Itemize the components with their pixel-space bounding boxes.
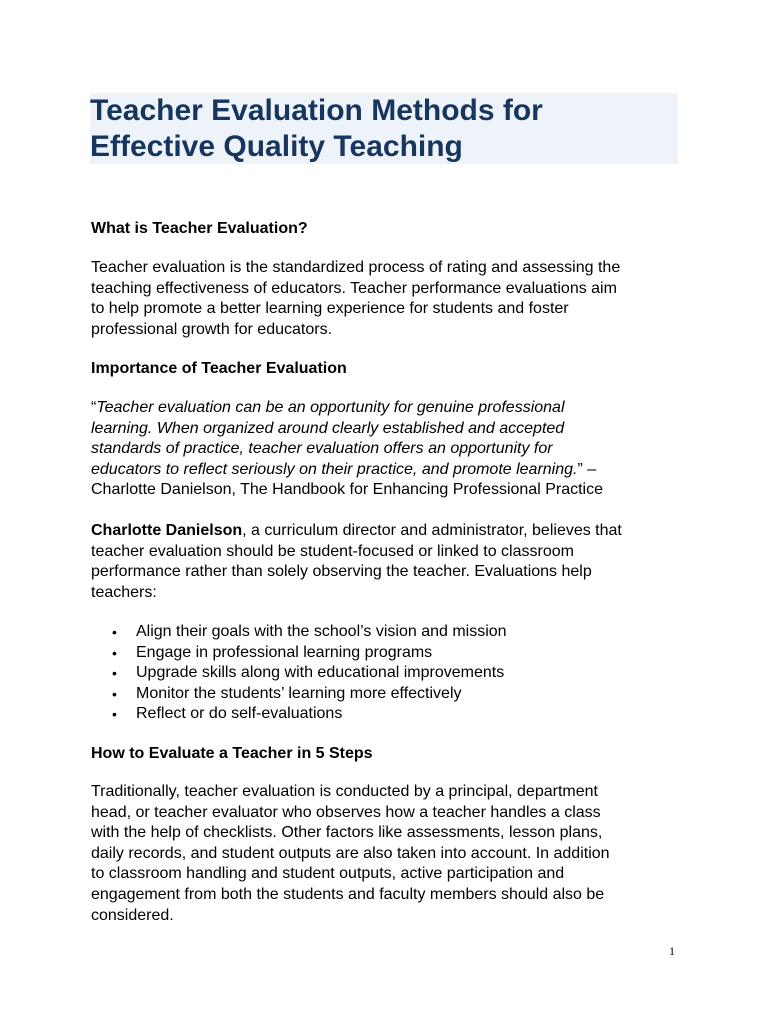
- text-line: Teacher evaluation is the standardized process of rating and assessing the: [91, 259, 621, 276]
- title-line-2: Effective Quality Teaching: [90, 130, 463, 163]
- page-number: 1: [669, 944, 675, 958]
- text-line: teacher evaluation should be student-focused or linked to classroom: [91, 542, 574, 560]
- quote-text: educators to reflect seriously on their practice, and promote learning.: [91, 460, 578, 478]
- bullet-icon: •: [112, 706, 117, 723]
- list-item-text: Reflect or do self-evaluations: [136, 705, 343, 723]
- quote-line-1: [91, 398, 603, 419]
- list-item: [91, 684, 507, 705]
- title-line-1: Teacher Evaluation Methods for: [90, 94, 543, 127]
- bullet-list: [91, 622, 507, 725]
- list-item: [91, 663, 507, 684]
- quote-attribution: Charlotte Danielson, The Handbook for Enhancing Professional Practice: [91, 481, 603, 499]
- text-line: head, or teacher evaluator who observes how a teacher handles a class: [91, 803, 601, 821]
- paragraph-traditional-evaluation: [91, 782, 610, 926]
- text-line: to help promote a better learning experience for students and foster: [91, 300, 569, 318]
- list-item: [91, 643, 507, 664]
- text-line: Traditionally, teacher evaluation is conducted by a principal, department: [91, 783, 598, 800]
- paragraph-definition: [91, 258, 620, 340]
- quote-block: [91, 398, 603, 501]
- bullet-icon: •: [112, 644, 117, 661]
- text-line: professional growth for educators.: [91, 320, 333, 338]
- text-run: , a curriculum director and administrator, believes that: [242, 522, 622, 539]
- list-item: [91, 704, 507, 725]
- bullet-icon: •: [112, 624, 117, 640]
- text-line: teaching effectiveness of educators. Teacher performance evaluations aim: [91, 279, 617, 297]
- text-line: engagement from both the students and faculty members should also be: [91, 885, 605, 903]
- page-title: [90, 93, 678, 165]
- list-item-text: Monitor the students’ learning more effectively: [136, 684, 462, 702]
- bullet-icon: •: [112, 665, 117, 682]
- bullet-icon: •: [112, 685, 117, 702]
- close-quote-mark: ” –: [577, 460, 597, 478]
- text-line: daily records, and student outputs are also taken into account. In addition: [91, 844, 610, 862]
- quote-line-4: [91, 460, 603, 481]
- bold-name: Charlotte Danielson: [91, 522, 243, 539]
- heading-importance: Importance of Teacher Evaluation: [91, 360, 347, 377]
- paragraph-danielson: [91, 521, 622, 603]
- text-line: teachers:: [91, 583, 157, 601]
- list-item: [91, 622, 507, 643]
- text-line: with the help of checklists. Other factors like assessments, lesson plans,: [91, 824, 603, 842]
- text-line: to classroom handling and student outputs, active participation and: [91, 865, 565, 883]
- quote-line-3: standards of practice, teacher evaluation offers an opportunity for: [91, 440, 553, 458]
- list-item-text: Upgrade skills along with educational improvements: [136, 664, 505, 682]
- title-block: [90, 93, 678, 164]
- open-quote-mark: “: [91, 399, 97, 416]
- heading-how-to-evaluate: How to Evaluate a Teacher in 5 Steps: [91, 745, 373, 762]
- text-line: performance rather than solely observing the teacher. Evaluations help: [91, 563, 592, 581]
- list-item-text: Align their goals with the school’s vision and mission: [136, 623, 507, 640]
- quote-text: Teacher evaluation can be an opportunity for genuine professional: [96, 399, 565, 416]
- text-line: considered.: [91, 906, 174, 924]
- list-item-text: Engage in professional learning programs: [136, 643, 433, 661]
- danielson-line-1: [91, 521, 622, 542]
- heading-what-is-teacher-evaluation: What is Teacher Evaluation?: [91, 220, 308, 237]
- quote-line-2: learning. When organized around clearly established and accepted: [91, 419, 565, 437]
